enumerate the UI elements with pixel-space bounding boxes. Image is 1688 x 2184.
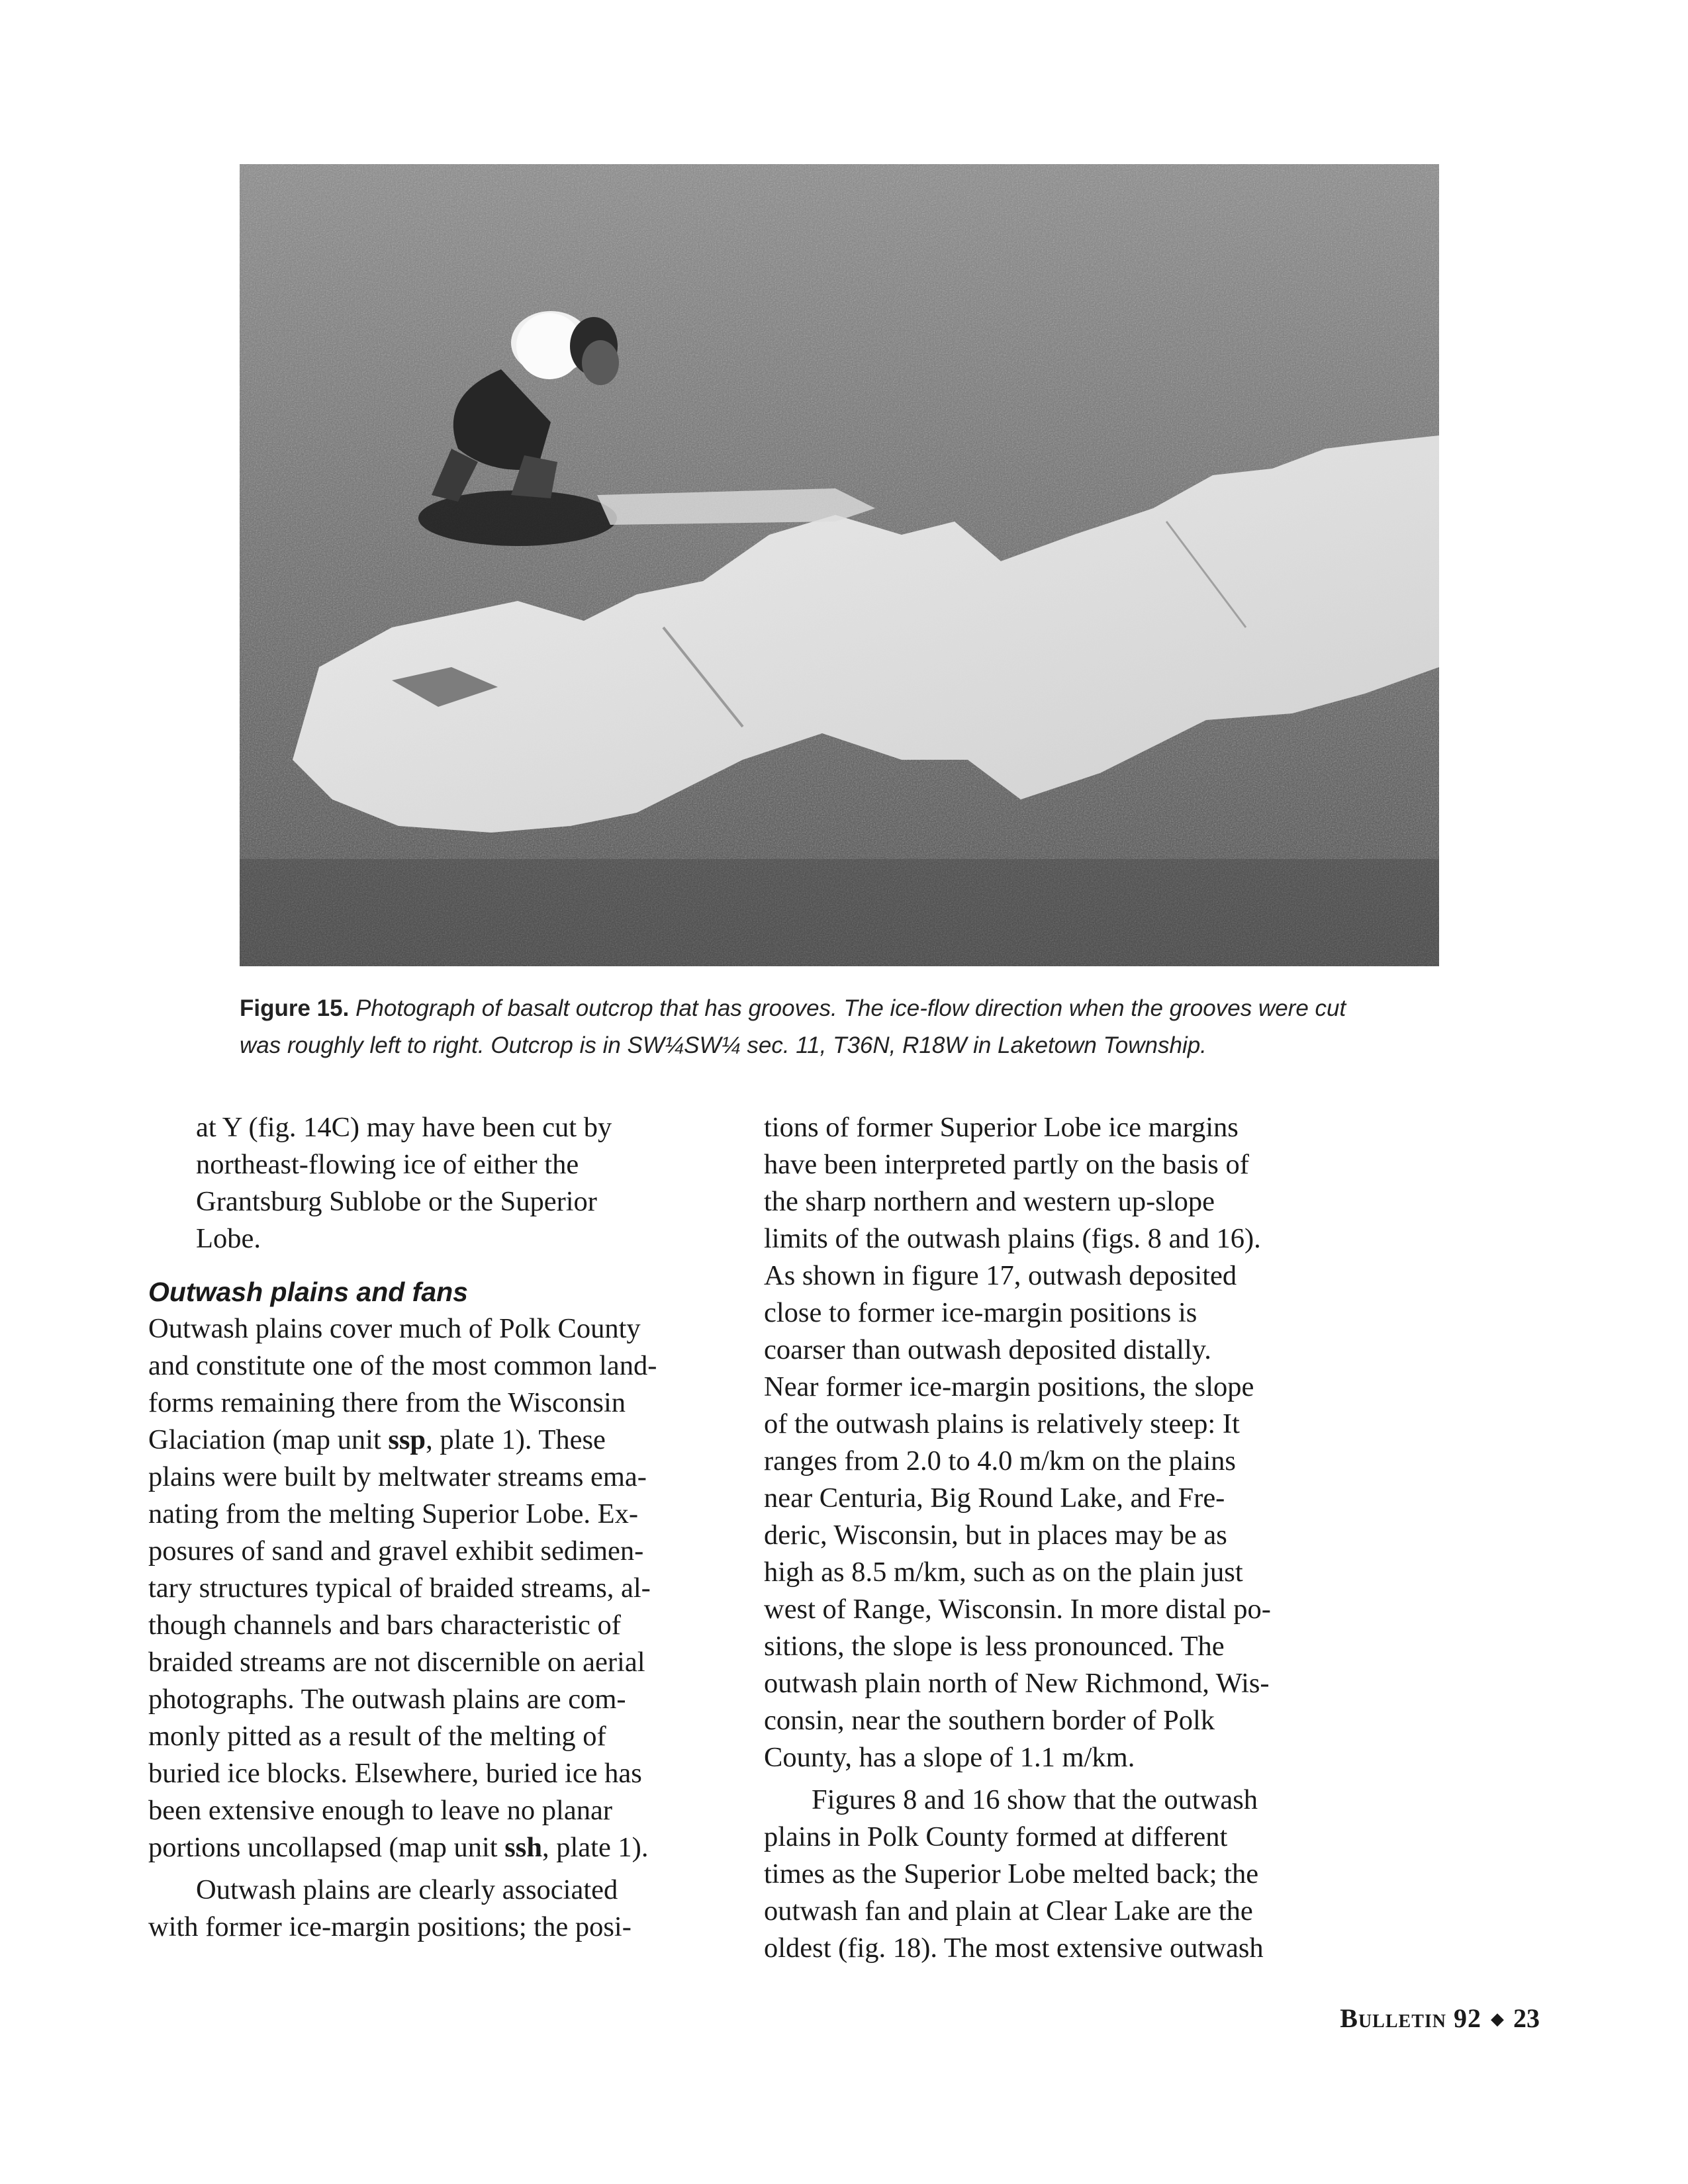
- text-line: tions of former Superior Lobe ice margins: [764, 1112, 1239, 1143]
- caption-line-1: Photograph of basalt outcrop that has grooves. The ice-flow direction when the grooves were cut: [355, 995, 1346, 1021]
- text-line: consin, near the southern border of Polk: [764, 1705, 1215, 1736]
- text-line: the sharp northern and western up-slope: [764, 1186, 1215, 1217]
- text-line: outwash fan and plain at Clear Lake are the: [764, 1895, 1253, 1927]
- text-line: close to former ice-margin positions is: [764, 1297, 1197, 1328]
- map-unit-ssh: ssh: [504, 1832, 542, 1863]
- text-line: and constitute one of the most common land-: [148, 1350, 657, 1381]
- text-line: high as 8.5 m/km, such as on the plain just: [764, 1557, 1243, 1588]
- text-line: posures of sand and gravel exhibit sedimen-: [148, 1535, 644, 1567]
- page-footer: [1340, 2003, 1540, 2034]
- bulletin-label: Bulletin 92: [1340, 2003, 1481, 2033]
- paragraph: [148, 1872, 718, 1946]
- text-line: Figures 8 and 16 show that the outwash: [812, 1784, 1258, 1815]
- text-line: Near former ice-margin positions, the slope: [764, 1371, 1254, 1402]
- continuation-paragraph: [148, 1109, 718, 1257]
- map-unit-ssp: ssp: [388, 1424, 426, 1455]
- text-line: though channels and bars characteristic of: [148, 1610, 621, 1641]
- text-line: oldest (fig. 18). The most extensive outwash: [764, 1933, 1264, 1964]
- paragraph: [148, 1310, 718, 1866]
- text-line: deric, Wisconsin, but in places may be as: [764, 1520, 1227, 1551]
- text-line: Outwash plains cover much of Polk County: [148, 1313, 641, 1344]
- diamond-separator-icon: ◆: [1491, 2009, 1504, 2028]
- figure-label: Figure 15.: [240, 995, 350, 1021]
- text-line: outwash plain north of New Richmond, Wis-: [764, 1668, 1270, 1699]
- text-line: limits of the outwash plains (figs. 8 and 16).: [764, 1223, 1261, 1254]
- text-line: have been interpreted partly on the basis of: [764, 1149, 1249, 1180]
- text-line: coarser than outwash deposited distally.: [764, 1334, 1211, 1365]
- text-line: Lobe.: [196, 1223, 261, 1254]
- text-line: Grantsburg Sublobe or the Superior: [196, 1186, 597, 1217]
- right-column: [764, 1109, 1333, 1967]
- text-line: with former ice-margin positions; the posi-: [148, 1911, 632, 1942]
- text-line: monly pitted as a result of the melting of: [148, 1721, 606, 1752]
- text-line: plains were built by meltwater streams ema-: [148, 1461, 647, 1492]
- text-line: braided streams are not discernible on aerial: [148, 1647, 645, 1678]
- text-line: photographs. The outwash plains are com-: [148, 1684, 626, 1715]
- caption-line-2: was roughly left to right. Outcrop is in SW¼SW¼ sec. 11, T36N, R18W in Laketown Township.: [240, 1032, 1207, 1058]
- text-line: plains in Polk County formed at different: [764, 1821, 1228, 1852]
- text-line: ranges from 2.0 to 4.0 m/km on the plains: [764, 1445, 1236, 1477]
- text-line: at Y (fig. 14C) may have been cut by: [196, 1112, 612, 1143]
- figure-photograph: [240, 164, 1439, 966]
- paragraph: [764, 1782, 1333, 1967]
- left-column: [148, 1109, 718, 1946]
- page-number: 23: [1513, 2003, 1540, 2033]
- text-line: Outwash plains are clearly associated: [196, 1874, 618, 1905]
- text-line: buried ice blocks. Elsewhere, buried ice has: [148, 1758, 642, 1789]
- text-line: Glaciation (map unit ssp, plate 1). These: [148, 1424, 606, 1455]
- figure-caption: [240, 990, 1471, 1064]
- text-line: County, has a slope of 1.1 m/km.: [764, 1742, 1135, 1773]
- text-line: northeast-flowing ice of either the: [196, 1149, 579, 1180]
- text-line: forms remaining there from the Wisconsin: [148, 1387, 626, 1418]
- text-line: of the outwash plains is relatively steep: It: [764, 1408, 1240, 1439]
- text-line: near Centuria, Big Round Lake, and Fre-: [764, 1482, 1225, 1514]
- text-line: nating from the melting Superior Lobe. Ex-: [148, 1498, 639, 1529]
- text-line: west of Range, Wisconsin. In more distal po-: [764, 1594, 1271, 1625]
- text-line: sitions, the slope is less pronounced. The: [764, 1631, 1225, 1662]
- basalt-outcrop-photo: [240, 164, 1439, 966]
- text-line: tary structures typical of braided streams, al-: [148, 1572, 651, 1604]
- text-line: been extensive enough to leave no planar: [148, 1795, 612, 1826]
- text-line: portions uncollapsed (map unit ssh, plate 1).: [148, 1832, 649, 1863]
- section-heading: Outwash plains and fans: [148, 1277, 468, 1307]
- text-line: times as the Superior Lobe melted back; the: [764, 1858, 1259, 1889]
- paragraph: [764, 1109, 1333, 1776]
- text-line: As shown in figure 17, outwash deposited: [764, 1260, 1237, 1291]
